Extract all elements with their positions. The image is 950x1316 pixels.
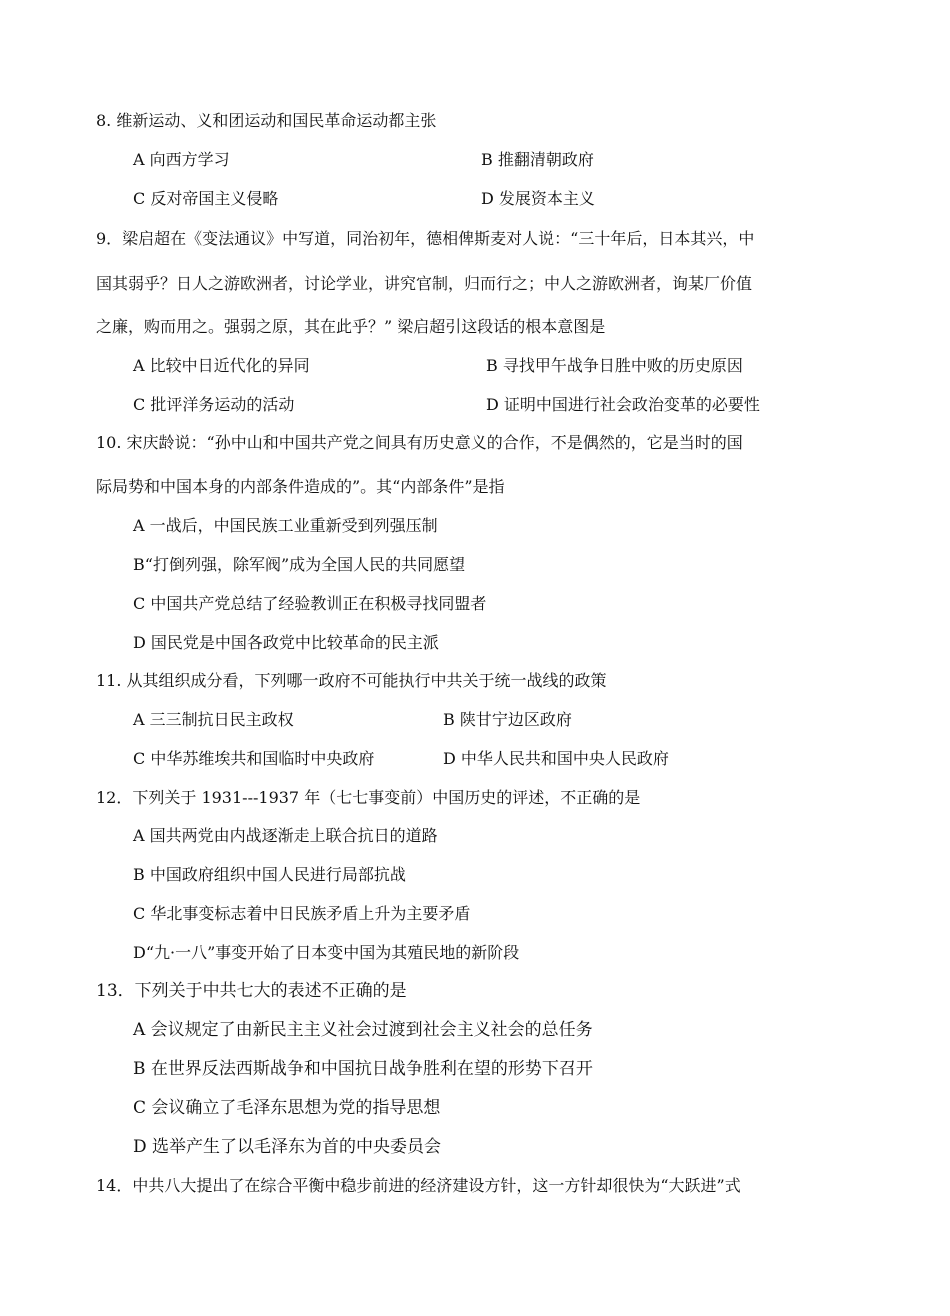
q11-option-a: A 三三制抗日民主政权 <box>133 710 294 729</box>
q8-option-b: B 推翻清朝政府 <box>481 150 594 169</box>
q10-option-a: A 一战后，中国民族工业重新受到列强压制 <box>133 516 438 535</box>
q8-stem: 8. 维新运动、义和团运动和国民革命运动都主张 <box>96 111 437 130</box>
q10-stem-line1: 10. 宋庆龄说：“孙中山和中国共产党之间具有历史意义的合作，不是偶然的，它是当时的国 <box>96 433 743 452</box>
q12-option-c: C 华北事变标志着中日民族矛盾上升为主要矛盾 <box>133 904 471 923</box>
q11-stem: 11. 从其组织成分看，下列哪一政府不可能执行中共关于统一战线的政策 <box>96 671 607 690</box>
q9-option-c: C 批评洋务运动的活动 <box>133 395 295 414</box>
q8-option-a: A 向西方学习 <box>133 150 230 169</box>
q13-option-c: C 会议确立了毛泽东思想为党的指导思想 <box>133 1098 441 1118</box>
q9-option-a: A 比较中日近代化的异同 <box>133 356 310 375</box>
q11-option-d: D 中华人民共和国中央人民政府 <box>443 749 669 768</box>
q14-stem-line1: 14．中共八大提出了在综合平衡中稳步前进的经济建设方针，这一方针却很快为“大跃进”式 <box>96 1176 741 1195</box>
q13-option-b: B 在世界反法西斯战争和中国抗日战争胜利在望的形势下召开 <box>133 1059 593 1079</box>
q9-stem-line3: 之廉，购而用之。强弱之原，其在此乎？” 梁启超引这段话的根本意图是 <box>96 317 606 336</box>
q10-stem-line2: 际局势和中国本身的内部条件造成的”。其“内部条件”是指 <box>96 477 505 496</box>
q12-option-a: A 国共两党由内战逐渐走上联合抗日的道路 <box>133 826 438 845</box>
q9-option-b: B 寻找甲午战争日胜中败的历史原因 <box>486 356 743 375</box>
q10-option-d: D 国民党是中国各政党中比较革命的民主派 <box>133 633 439 652</box>
q12-option-b: B 中国政府组织中国人民进行局部抗战 <box>133 865 406 884</box>
q13-option-d: D 选举产生了以毛泽东为首的中央委员会 <box>133 1137 442 1157</box>
q11-option-b: B 陕甘宁边区政府 <box>443 710 572 729</box>
q12-option-d: D“九·一八”事变开始了日本变中国为其殖民地的新阶段 <box>133 943 520 962</box>
q12-stem: 12．下列关于 1931---1937 年（七七事变前）中国历史的评述，不正确的是 <box>96 788 641 807</box>
q13-stem: 13．下列关于中共七大的表述不正确的是 <box>96 981 407 1001</box>
q11-option-c: C 中华苏维埃共和国临时中央政府 <box>133 749 375 768</box>
q9-stem-line1: 9．梁启超在《变法通议》中写道，同治初年，德相俾斯麦对人说：“三十年后，日本其兴，中 <box>96 229 755 248</box>
q13-option-a: A 会议规定了由新民主主义社会过渡到社会主义社会的总任务 <box>133 1020 593 1040</box>
q8-option-c: C 反对帝国主义侵略 <box>133 189 279 208</box>
q10-option-c: C 中国共产党总结了经验教训正在积极寻找同盟者 <box>133 594 487 613</box>
q8-option-d: D 发展资本主义 <box>481 189 595 208</box>
q10-option-b: B“打倒列强，除军阀”成为全国人民的共同愿望 <box>133 555 466 574</box>
q9-option-d: D 证明中国进行社会政治变革的必要性 <box>486 395 760 414</box>
q9-stem-line2: 国其弱乎？日人之游欧洲者，讨论学业，讲究官制，归而行之；中人之游欧洲者，询某厂价值 <box>96 274 753 293</box>
